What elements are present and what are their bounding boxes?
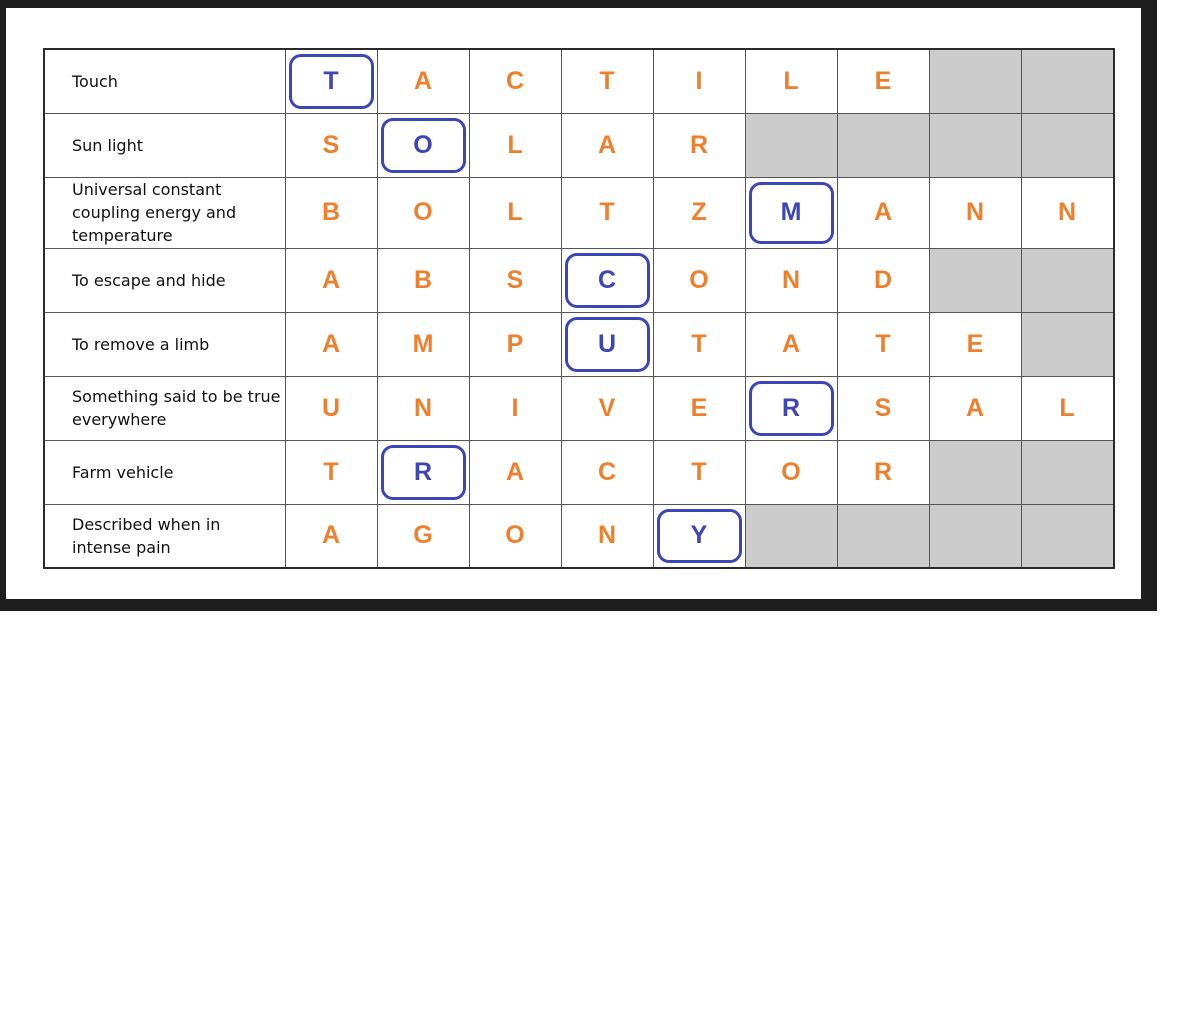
letter: D <box>873 265 893 294</box>
empty-cell <box>1021 440 1114 504</box>
empty-cell <box>929 248 1021 312</box>
letter-cell <box>469 113 561 177</box>
letter: T <box>599 198 615 226</box>
letter-cell <box>377 248 469 312</box>
letter: Y <box>690 521 708 550</box>
letter-cell <box>469 312 561 376</box>
letter-cell <box>285 312 377 376</box>
letter-cell <box>469 440 561 504</box>
clue-text: Farm vehicle <box>44 440 285 504</box>
letter-cell <box>285 248 377 312</box>
letter: B <box>321 198 341 226</box>
letter-cell <box>653 440 745 504</box>
letter: S <box>506 265 524 294</box>
letter-cell <box>285 440 377 504</box>
letter: T <box>691 329 707 358</box>
letter: R <box>873 457 893 486</box>
letter-cell <box>561 504 653 568</box>
empty-cell <box>837 504 929 568</box>
word-puzzle-grid <box>43 48 1115 569</box>
letter: A <box>597 130 617 159</box>
letter: N <box>597 521 617 550</box>
letter-cell <box>285 177 377 248</box>
empty-cell <box>929 504 1021 568</box>
puzzle-row <box>44 113 1114 177</box>
letter-cell <box>837 376 929 440</box>
letter: L <box>507 198 523 226</box>
letter: R <box>689 130 709 159</box>
letter: O <box>505 521 525 550</box>
letter-cell <box>377 504 469 568</box>
letter-cell <box>469 248 561 312</box>
letter: A <box>321 265 341 294</box>
letter-cell <box>837 49 929 113</box>
letter: R <box>781 393 801 422</box>
empty-cell <box>929 113 1021 177</box>
letter: A <box>413 66 433 95</box>
letter: E <box>690 393 708 422</box>
clue-text: To escape and hide <box>44 248 285 312</box>
puzzle-row <box>44 248 1114 312</box>
letter-cell <box>745 440 837 504</box>
letter: B <box>413 265 433 294</box>
puzzle-row <box>44 504 1114 568</box>
letter: P <box>506 329 524 358</box>
puzzle-row <box>44 49 1114 113</box>
letter-cell <box>1021 376 1114 440</box>
letter: T <box>691 457 707 486</box>
letter: R <box>413 457 433 486</box>
empty-cell <box>1021 49 1114 113</box>
letter-cell <box>561 49 653 113</box>
empty-cell <box>1021 312 1114 376</box>
clue-text: Described when in intense pain <box>44 504 285 568</box>
letter-cell <box>285 504 377 568</box>
clue-text: Sun light <box>44 113 285 177</box>
highlighted-letter-cell <box>377 440 469 504</box>
letter-cell <box>377 49 469 113</box>
puzzle-row <box>44 312 1114 376</box>
empty-cell <box>837 113 929 177</box>
letter: M <box>780 198 802 226</box>
clue-text: To remove a limb <box>44 312 285 376</box>
letter-cell <box>653 177 745 248</box>
worksheet-paper <box>6 8 1141 599</box>
letter: G <box>413 521 433 550</box>
puzzle-row <box>44 376 1114 440</box>
puzzle-row <box>44 177 1114 248</box>
empty-cell <box>1021 248 1114 312</box>
letter-cell <box>561 440 653 504</box>
letter: E <box>966 329 984 358</box>
letter: C <box>505 66 525 95</box>
letter-cell <box>653 376 745 440</box>
letter: Z <box>691 198 707 226</box>
letter-cell <box>561 177 653 248</box>
letter-cell <box>285 376 377 440</box>
letter: U <box>321 393 341 422</box>
letter-cell <box>561 376 653 440</box>
letter-cell <box>469 49 561 113</box>
empty-cell <box>929 440 1021 504</box>
letter-cell <box>377 376 469 440</box>
letter: A <box>321 329 341 358</box>
highlighted-letter-cell <box>745 177 837 248</box>
letter: A <box>505 457 525 486</box>
letter: N <box>965 198 985 226</box>
empty-cell <box>1021 113 1114 177</box>
empty-cell <box>745 113 837 177</box>
letter: O <box>781 457 801 486</box>
letter-cell <box>377 177 469 248</box>
letter-cell <box>469 376 561 440</box>
letter-cell <box>745 248 837 312</box>
letter: C <box>597 265 617 294</box>
letter-cell <box>837 312 929 376</box>
letter-cell <box>837 248 929 312</box>
highlighted-letter-cell <box>653 504 745 568</box>
letter: O <box>689 265 709 294</box>
letter-cell <box>653 49 745 113</box>
letter: S <box>322 130 340 159</box>
letter: A <box>965 393 985 422</box>
letter: I <box>695 66 703 95</box>
letter: C <box>597 457 617 486</box>
letter-cell <box>469 177 561 248</box>
letter: A <box>781 329 801 358</box>
letter-cell <box>653 312 745 376</box>
letter: M <box>412 329 434 358</box>
letter: T <box>599 66 615 95</box>
puzzle-row <box>44 440 1114 504</box>
letter: N <box>413 393 433 422</box>
empty-cell <box>929 49 1021 113</box>
letter-cell <box>745 312 837 376</box>
letter-cell <box>469 504 561 568</box>
letter: V <box>598 393 616 422</box>
letter-cell <box>561 113 653 177</box>
letter-cell <box>377 312 469 376</box>
letter-cell <box>653 113 745 177</box>
highlighted-letter-cell <box>561 312 653 376</box>
letter: O <box>413 198 433 226</box>
letter: N <box>781 265 801 294</box>
letter: I <box>511 393 519 422</box>
letter: S <box>874 393 892 422</box>
letter-cell <box>929 312 1021 376</box>
letter: O <box>413 130 433 159</box>
letter-cell <box>837 177 929 248</box>
letter: E <box>874 66 892 95</box>
letter-cell <box>1021 177 1114 248</box>
letter: A <box>873 198 893 226</box>
letter-cell <box>929 376 1021 440</box>
clue-text: Universal constant coupling energy and temperature <box>44 177 285 248</box>
clue-text: Touch <box>44 49 285 113</box>
letter: L <box>1059 393 1075 422</box>
letter: U <box>597 329 617 358</box>
clue-text: Something said to be true everywhere <box>44 376 285 440</box>
letter-cell <box>745 49 837 113</box>
letter: L <box>783 66 799 95</box>
letter-cell <box>837 440 929 504</box>
letter: T <box>323 457 339 486</box>
highlighted-letter-cell <box>745 376 837 440</box>
highlighted-letter-cell <box>285 49 377 113</box>
letter: N <box>1057 198 1077 226</box>
highlighted-letter-cell <box>377 113 469 177</box>
letter-cell <box>929 177 1021 248</box>
letter: L <box>507 130 523 159</box>
letter: A <box>321 521 341 550</box>
letter: T <box>875 329 891 358</box>
letter-cell <box>653 248 745 312</box>
highlighted-letter-cell <box>561 248 653 312</box>
letter: T <box>323 66 339 95</box>
letter-cell <box>285 113 377 177</box>
empty-cell <box>1021 504 1114 568</box>
empty-cell <box>745 504 837 568</box>
